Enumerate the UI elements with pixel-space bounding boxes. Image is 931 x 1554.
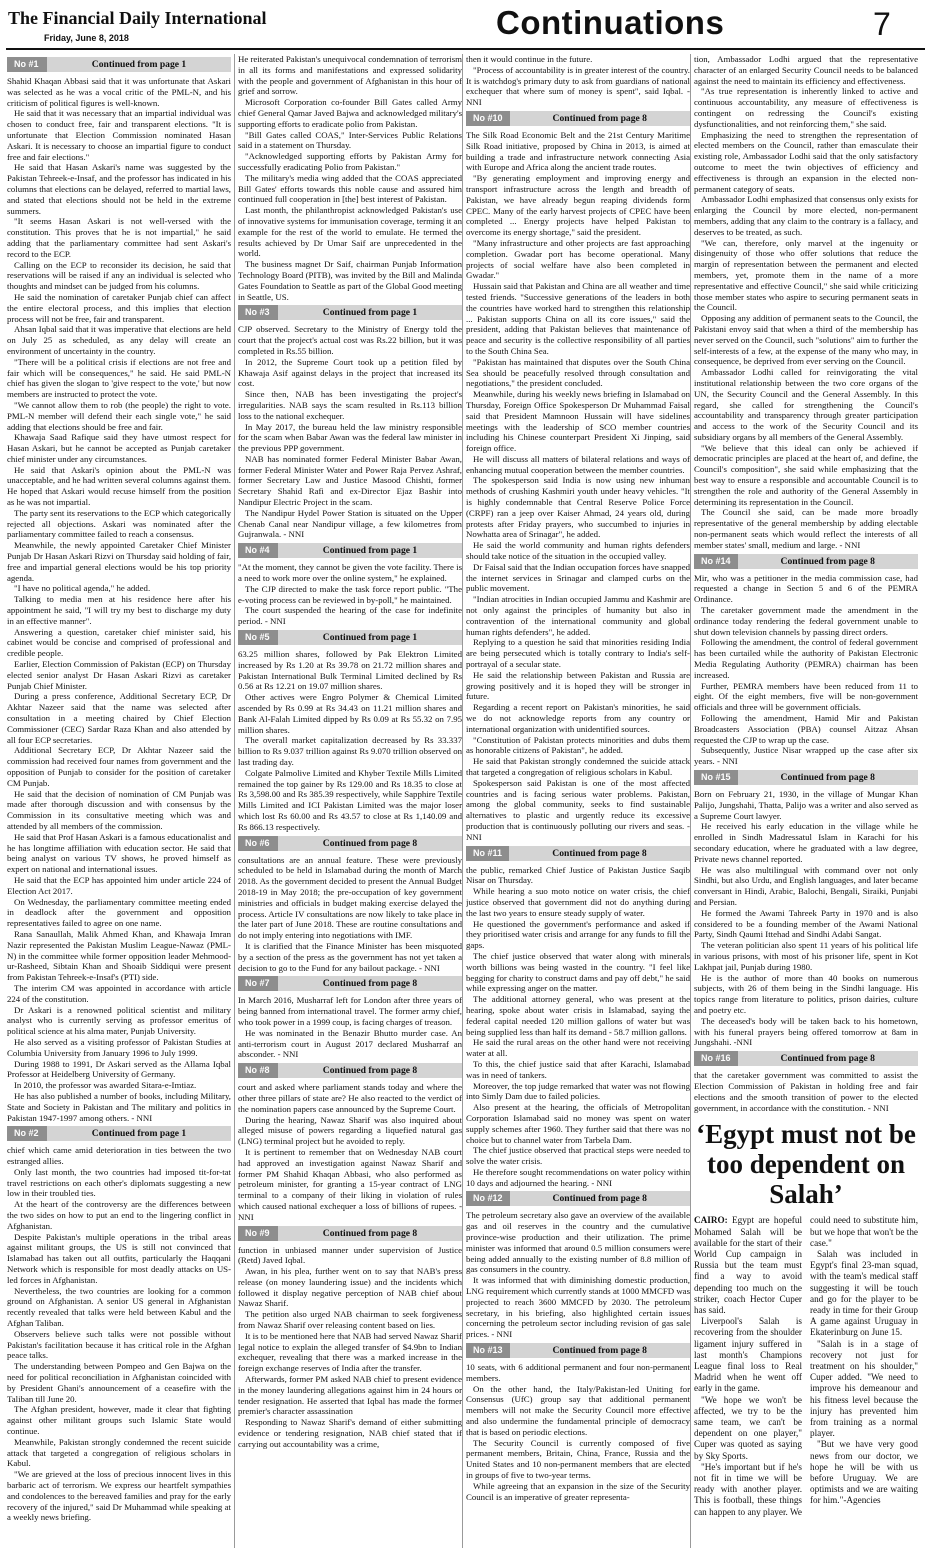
column-divider: [462, 54, 463, 1548]
continuation-story: [466, 846, 690, 1189]
story-paragraph: Other actives were Engro Polymer & Chemical Limited ascended by Rs 0.99 at Rs 34.43 on 11.21 million shares and Bank Al-Falah Limited dipped by Rs 0.09 at Rs 55.32 on 7.95 million shares.: [238, 692, 462, 735]
story-header: [238, 1063, 462, 1078]
story-paragraph: Replying to a question he said that minorities residing India are being persecuted which is totally contrary to India's self-portrayal of a secular state.: [466, 637, 690, 670]
story-paragraph: Further, PEMRA members have been reduced from 11 to eight. Of the eight members, five will be non-government officials and three will be government officials.: [694, 680, 918, 713]
continuation-story: [694, 770, 918, 1048]
story-paragraph: The petroleum secretary also gave an overview of the available gas and oil reserves in the country and the cumulative province-wise production and their utilization. The prime minister was informed that around 0.5 million consumers were being added annually to the existing number of 8.8 million of gas consumers in the country.: [466, 1210, 690, 1275]
story-paragraph: Answering a question, caretaker chief minister said, his cabinet would be concise and comprised of professional and credible people.: [7, 626, 231, 659]
story-paragraph: Talking to media men at his residence here after his appointment he said, "I will try my best to discharge my duty in an effective manner".: [7, 594, 231, 626]
column-2: [238, 54, 462, 1548]
story-paragraph: Spokesperson said Pakistan is one of the most affected countries and is facing serious water problems. Pakistan, among the global community, seeks to find sustainable alternatives to plastic and urgently reduce its excessive production that is continuously polluting our rivers and seas. - NNI: [466, 777, 690, 842]
story-paragraph: "We can, therefore, only marvel at the ingenuity or disingenuity of those who offer solutions that reduce the margin of representation between the permanent and elected members, yet, promote them in the name of a more representative and effective Council," she said while criticizing those member states who aspire to securing permanent seats in the Council.: [694, 237, 918, 313]
story-paragraph: It is to be mentioned here that NAB had served Nawaz Sharif legal notice to explain the alleged transfer of $4.9bn to Indian exchequer, revealing that there was a marked increase in the foreign exchange reserves of India after the transfer.: [238, 1330, 462, 1374]
story-paragraph: "As true representation is inherently linked to active and continuous accountability, any measure of effectiveness is contingent on redressing the Council's existing dysfunctionalities, and not reinforcing them," she said.: [694, 86, 918, 129]
story-paragraph: Shahid Khaqan Abbasi said that it was unfortunate that Askari was selected as he was a vocal critic of the PML-N, and his criticism of political figures is well-known.: [7, 76, 231, 108]
continued-from-label: Continued from page 8: [278, 1226, 462, 1241]
story-paragraph: In 2012, the Supreme Court took up a petition filed by Khawaja Asif against delays in the project that increased its cost.: [238, 356, 462, 389]
story-header: [694, 1051, 918, 1066]
story-paragraph: Calling on the ECP to reconsider its decision, he said that reservations will be raised if any an individual is selected who thoughts and mindset can be judged from his columns.: [7, 259, 231, 292]
continued-from-label: Continued from page 8: [509, 846, 690, 861]
column-3: [466, 54, 690, 1548]
story-paragraph: Meanwhile, the newly appointed Caretaker Chief Minister Punjab Dr Hasan Askari Rizvi on Thursday said holding of fair, free and impartial general elections would be his top priority agenda.: [7, 540, 231, 583]
story-paragraph: Following the amendment, the control of federal government has been curtailed while the authority of Pakistan Electronic Media Regulating Authority (PEMRA) chairman has been increased.: [694, 637, 918, 680]
story-paragraph: The Nandipur Hydel Power Station is situated on the Upper Chenab Canal near Nandipur village, a few kilometres from Gujranwala. - NNI: [238, 507, 462, 540]
story-paragraph: The party sent its reservations to the ECP which categorically rejected all objections. Askari was nominated after the parliamentary committee failed to reach a consensus.: [7, 507, 231, 540]
column-divider: [690, 54, 691, 1548]
story-paragraph: The Security Council is currently composed of five permanent members, Britain, China, France, Russia and the United States and 10 non-permanent members that are elected in groups of five to two-year terms.: [466, 1437, 690, 1481]
story-paragraph: On the other hand, the Italy/Pakistan-led Uniting for Consensus (UfC) group say that additional permanent members will not make the Security Council more effective and also undermine the fundamental principle of democracy that is based on periodic elections.: [466, 1383, 690, 1437]
continuation-story: [694, 1051, 918, 1113]
column-4: [694, 54, 918, 1548]
story-number-badge: No #6: [238, 836, 278, 851]
story-paragraph: Born on February 21, 1930, in the village of Mungar Khan Palijo, Jungshahi, Thatta, Palijo was a writer and also served as a Supreme Court lawyer.: [694, 789, 918, 821]
story-paragraph: "I have no political agenda," he added.: [14, 583, 151, 594]
story-paragraph: He therefore sought recommendations on water policy within 10 days and adjourned the hearing. - NNI: [466, 1166, 690, 1188]
story-header: [694, 770, 918, 785]
continued-from-label: Continued from page 8: [738, 554, 918, 569]
continuation-story: [238, 976, 462, 1060]
story-paragraph: The court suspended the hearing of the case for indefinite period. - NNI: [238, 605, 462, 627]
continuation-story: [466, 1191, 690, 1340]
story-paragraph: Awan, in his plea, further went on to say that NAB's press release (on money laundering issue) and the incidents which followed it display negative perception of NAB chief about Nawaz Sharif.: [238, 1266, 462, 1309]
story-number-badge: No #3: [238, 305, 278, 320]
masthead-rule: [6, 48, 925, 50]
story-paragraph: He said the relationship between Pakistan and Russia are growing positively and it is hoped they will be stronger in future.: [466, 669, 690, 702]
story-number-badge: No #13: [466, 1343, 510, 1358]
story-number-badge: No #15: [694, 770, 738, 785]
story-paragraph: then it would continue in the future.: [466, 54, 593, 64]
continued-from-label: Continued from page 1: [278, 543, 462, 558]
egypt-paragraph: Salah was included in Egypt's final 23-man squad, with the team's medical staff suggesting it will be touch and go for the player to be ready in time for their Group A game against Uruguay in Ekaterinburg on June 15.: [810, 1248, 918, 1338]
continued-from-label: Continued from page 8: [278, 976, 462, 991]
masthead: [0, 0, 931, 50]
egypt-paragraph: "He's important but if he's not fit in time we will be ready with another player. This is football, these things can happen to any player. We could need to substitute him, but we hope that won't be the case.": [694, 1215, 918, 1517]
story-paragraph: Despite Pakistan's multiple operations in the tribal areas against militant groups, the US is still not convinced that Islamabad has taken out all outfits, particularly the Haqqani Network which is responsible for most deadly attacks on US-led forces in Afghanistan.: [7, 1231, 231, 1285]
story-paragraph: Rana Sanaullah, Malik Ahmed Khan, and Khawaja Imran Nazir represented the Pakistan Muslim League-Nawaz (PML-N) in the committee while former opposition leader Mehmood-ur-Rasheed, Sibtain Khan and Shoaib Siddiqui were present from Pakistan Tehreek-e-Insaf's (PTI) side.: [7, 928, 231, 983]
story-paragraph: Khawaja Saad Rafique said they have utmost respect for Hasan Askari, but he cannot be accepted as Punjab caretaker chief minister under any circumstances.: [7, 432, 231, 464]
story-paragraph: The chief justice observed that water along with minerals worth billions was being wasted in the country. "I feel like begging for charity to construct dams and pay off debt," he said while expressing anger on the matter.: [466, 950, 690, 994]
story-number-badge: No #9: [238, 1226, 278, 1241]
story-number-badge: No #10: [466, 111, 510, 126]
continuation-story: [238, 543, 462, 627]
story-paragraph: He said that it was necessary that an impartial individual was chosen to conduct free, fair and transparent elections. "It is unfortunate that Election Commission nominated Hasan Askari. It is necessary to choose an impartial figure to conduct free and fair elections.": [7, 108, 231, 162]
continuation-story: [7, 57, 231, 1123]
story-paragraph: He said that the ECP has appointed him under article 224 of Election Act 2017.: [7, 874, 231, 896]
story-number-badge: No #14: [694, 554, 738, 569]
story-paragraph: Ambassador Lodhi emphasized that consensus only exists for enlarging the Council by more elected, non-permanent members, adding that any claim to the contrary is a fallacy, and deserves to be treated, as such.: [694, 194, 918, 237]
story-paragraph: He received his early education in the village while he enrolled in Sindh Madressatul Islam in Karachi for his secondary education, where he graduated with a law degree, Private news channel reported.: [694, 821, 918, 864]
continuation-story: [466, 1343, 690, 1502]
continuation-story: [238, 836, 462, 974]
story-paragraph: The interim CM was appointed in accordance with article 224 of the constitution.: [7, 982, 231, 1004]
story-paragraph: At the heart of the controversy are the differences between the two sides on how to put an end to the lingering conflict in Afghanistan.: [7, 1199, 231, 1231]
story-paragraph: In 2010, the professor was awarded Sitara-e-Imtiaz.: [14, 1080, 197, 1091]
story-paragraph: He was nominated in the Benazir Bhutto murder case. An anti-terrorism court in August 2017 declared Musharraf an absconder. - NNI: [238, 1027, 462, 1060]
story-paragraph: The Afghan president, however, made it clear that fighting against other militant groups such Islamic State would continue.: [7, 1404, 231, 1437]
story-paragraph: While hearing a suo moto notice on water crisis, the chief justice observed that government did not do anything during the last two years to ensure steady supply of water.: [466, 886, 690, 918]
story-paragraph: Additional Secretary ECP, Dr Akhtar Nazeer said the commission had received four names from government and the opposition of Punjab to consider for the position of caretaker CM Punjab.: [7, 745, 231, 788]
story-paragraph: 10 seats, with 6 additional permanent and four non-permanent members.: [466, 1362, 690, 1383]
story-paragraph: tion, Ambassador Lodhi argued that the representative character of an enlarged Security Council needs to be balanced against the need to maintain its efficiency and effectiveness.: [694, 54, 918, 86]
continuation-story: [466, 111, 690, 843]
story-paragraph: He said the world community and human rights defenders should take notice of the situation in the occupied valley.: [466, 540, 690, 562]
story-paragraph: "We cannot allow them to rob (the people) the right to vote. PML-N member will defend their each single vote," he said adding that elections should be free and fair.: [7, 399, 231, 432]
story-paragraph: Colgate Palmolive Limited and Khyber Textile Mills Limited remained the top gainer by Rs 129.00 and Rs 18.35 to close at Rs 3,598.00 and Rs 385.39 respectively, while Sapphire Textile Mills Limited and ICI Pakistan Limited was the major loser which lost Rs 60.00 and Rs 43.57 to close at Rs 1,140.09 and Rs 866.13 respectively.: [238, 767, 462, 832]
story-number-badge: No #1: [7, 57, 47, 72]
story-paragraph: He said that Hasan Askari's name was suggested by the Pakistan Tehreek-e-Insaf, and the professor has indicated in his columns that elections can be delayed, referred to martial laws, and stated that elections should not be held in the extreme summers.: [7, 162, 231, 216]
page-number: 7: [873, 6, 891, 42]
egypt-paragraph: [694, 1215, 802, 1316]
story-paragraph: "By generating employment and improving energy and transport infrastructure across the length and breadth of Pakistan, we have already begun reaping dividends form CPEC. Many of the early harvest projects of CPEC have been completed ... Energy projects have helped Pakistan to overcome its energy shortage," said the president.: [466, 173, 690, 238]
story-paragraph: The understanding between Pompeo and Gen Bajwa on the need for political reconciliation in Afghanistan coincided with by President Ghani's announcement of a ceasefire with the Taliban till June 20.: [7, 1361, 231, 1404]
story-paragraph: Also present at the hearing, the officials of Metropolitan Corporation Islamabad said no money was spent on water supply schemes after 1960. They further said that there was no choice but to channel water from Tarbela Dam.: [466, 1102, 690, 1145]
story-paragraph: He said that Pakistan strongly condemned the suicide attack that targeted a congregation of religious scholars in Kabul.: [466, 756, 690, 777]
story-paragraph: He has also published a number of books, including Military, State and Society in Pakistan and The military and politics in Pakistan 1947-1997 among others. - NNI: [7, 1090, 231, 1123]
story-header: [466, 846, 690, 861]
egypt-paragraph-text: Egypt are hopeful Mohamed Salah will be available for the start of their World Cup campaign in Russia but the team must find a way to avoid depending too much on the striker, coach Hector Cuper has said.: [694, 1215, 802, 1315]
story-paragraph: The military's media wing added that the COAS appreciated Bill Gates' efforts towards this noble cause and assured him continued full cooperation in [the] best interest of Pakistan.: [238, 172, 462, 205]
story-paragraph: The Council she said, can be made more broadly representative of the general membership by adding electable non-permanent seats which would reflect the interests of all member states' small, medium and large. - NNI: [694, 507, 918, 550]
story-paragraph: He is the author of more than 40 books on numerous subjects, with 26 of them being in the Sindhi language. His topics range from literature to politics, prison dairies, culture and poetry etc.: [694, 972, 918, 1015]
continued-from-label: Continued from page 8: [278, 1063, 462, 1078]
story-paragraph: He reiterated Pakistan's unequivocal condemnation of terrorism in all its forms and manifestations and expressed solidarity with the people and government of Afghanistan in this hour of grief and sorrow.: [238, 54, 462, 97]
continued-from-label: Continued from page 8: [510, 111, 690, 126]
story-paragraph: Nevertheless, the two countries are looking for a common ground on Afghanistan. A senior US general in Afghanistan recently revealed that talks were held between Kabul and the Afghan Taliban.: [7, 1285, 231, 1329]
story-paragraph: The deceased's body will be taken back to his hometown, with his funeral prayers being offered tomorrow at 8am in Jungshahi. -NNI: [694, 1015, 918, 1048]
story-paragraph: consultations are an annual feature. These were previously scheduled to be held in Islamabad during the month of March 2018. As the government decided to present the Annual Budget 2018-19 in May 2018; the pre-occupation of key government ministries and officials in budget making exercise delayed the process. Article IV consultations are now likely to take place in the later part of June 2018. These are routine consultations and do not imply entering into negotiations with IMF.: [238, 854, 462, 941]
story-paragraph: "It seems Hasan Askari is not well-versed with the constitution. This proves that he is not impartial," he said adding that the parliamentary committee had sent Askari's record to the ECP.: [7, 216, 231, 259]
story-paragraph: The additional attorney general, who was present at the hearing, spoke about water crisis in Islamabad, saying the federal capital needed 120 million gallons of water but was being supplied less than half its demand - 58.7 million gallons.: [466, 994, 690, 1037]
dateline: CAIRO:: [694, 1215, 728, 1226]
continued-from-label: Continued from page 8: [738, 1051, 918, 1066]
continuation-story: [694, 54, 918, 551]
story-paragraph: Hussain said that Pakistan and China are all weather and time tested friends. "Successive generations of the leaders in both the countries have worked hard to strengthen this relationship ... Pakistan supports China on all its core issues," said the president, adding that Pakistan believes that maintenance of peace and security is the collective responsibility of all parties to the South China Sea.: [466, 281, 690, 356]
story-paragraph: 63.25 million shares, followed by Pak Elektron Limited increased by Rs 1.20 at Rs 39.78 on 21.72 million shares and Pakistan International Bulk Terminal Limited declined by Rs 0.56 at Rs 12.21 on 19.07 million shares.: [238, 649, 462, 692]
story-paragraph: The overall market capitalization decreased by Rs 33.337 billion to Rs 9.037 trillion against Rs 9.070 trillion observed on last trading day.: [238, 735, 462, 768]
continuation-story: [238, 630, 462, 833]
story-paragraph: He also served as a visiting professor of Pakistan Studies at Columbia University from January 1996 to July 1999.: [7, 1036, 231, 1058]
story-paragraph: It is clarified that the Finance Minister has been misquoted by a section of the press as the government has not yet taken a decision to go to the Fund for any bailout package. - NNI: [238, 940, 462, 973]
story-paragraph: "We believe that this ideal can only be achieved if democratic principles are placed at the heart of, and define, the Council's composition", she said while emphasizing that the best way to ensure a responsible and accountable Council is to strengthen the role and authority of the General Assembly in determining its representation in the Council.: [694, 442, 918, 507]
story-paragraph: "At the moment, they cannot be given the vote facility. There is a need to work more over the online system," he explained.: [238, 562, 462, 584]
story-paragraph: The spokesperson said India is now using new inhuman methods of crushing Kashmiri youth under heavy vehicles. "It is highly condemnable that Central Reserve Police Force (CRPF) ran a jeep over Kaiser Ahmad, 24 years old, during protests after Friday prayers, who succumbed to injuries in Nowhatta area of Srinagar", he added.: [466, 475, 690, 540]
story-header: [694, 554, 918, 569]
story-number-badge: No #7: [238, 976, 278, 991]
continued-from-label: Continued from page 8: [738, 770, 918, 785]
story-paragraph: "Bill Gates called COAS," Inter-Services Public Relations said in a statement on Thursday.: [238, 129, 462, 151]
story-paragraph: Microsoft Corporation co-founder Bill Gates called Army chief General Qamar Javed Bajwa and acknowledged military's supporting efforts to eradicate polio from Pakistan.: [238, 97, 462, 129]
issue-date: Friday, June 8, 2018: [44, 33, 129, 43]
continued-from-label: Continued from page 1: [278, 630, 462, 645]
continuation-story: [466, 54, 690, 108]
story-header: [238, 836, 462, 851]
continued-from-label: Continued from page 8: [278, 836, 462, 851]
continuation-story: [694, 554, 918, 767]
story-paragraph: that the caretaker government was committed to assist the Election Commission of Pakistan in holding free and fair elections and the smooth transition of power to the elected government, in accordance with the constitution. - NNI: [694, 1070, 918, 1113]
story-paragraph: The Silk Road Economic Belt and the 21st Century Maritime Silk Road initiative, proposed by China in 2013, is aimed at building a trade and infrastructure network connecting Asia with Europe and Africa along the ancient trade routes.: [466, 129, 690, 173]
story-paragraph: court and asked where parliament stands today and where the other three pillars of state are? He also reacted to the verdict of the nomination papers case announced by the Supreme Court.: [238, 1082, 462, 1114]
egypt-story-slot: [694, 1119, 918, 1517]
egypt-paragraph: "Salah is in a stage of recovery not just for treatment on his shoulder," Cuper added. "We need to improve his demeanour and his fitness level because the injury has prevented him from training as a normal player.: [810, 1338, 918, 1439]
story-header: [238, 976, 462, 991]
story-paragraph: He questioned the government's performance and asked if they prioritised water crisis and arrange for any funds to fill the gaps.: [466, 918, 690, 951]
continued-from-label: Continued from page 1: [47, 57, 231, 72]
story-paragraph: Earlier, Election Commission of Pakistan (ECP) on Thursday elected senior analyst Dr Hasan Askari Rizvi as caretaker Punjab Chief Minister.: [7, 659, 231, 691]
story-paragraph: Emphasizing the need to strengthen the representation of elected members on the Council, rather than emasculate their existing role, Ambassador Lodhi said that the only satisfactory outcome to meet the twin objectives of efficiency and effectiveness is through an expansion in the elected non-permanent category of seats.: [694, 129, 918, 194]
continuation-story: [238, 305, 462, 540]
story-header: [7, 57, 231, 72]
continued-from-label: Continued from page 8: [510, 1343, 690, 1358]
story-header: [7, 1126, 231, 1141]
continuation-story: [238, 54, 462, 302]
story-header: [238, 543, 462, 558]
story-header: [238, 630, 462, 645]
story-paragraph: The veteran politician also spent 11 years of his political life in various prisons, with most of his prisoner life, spent in Kot Lakhpat jail, Punjab during 1980.: [694, 940, 918, 972]
story-paragraph: He said the nomination of caretaker Punjab chief can affect the entire electoral process, and this implies that election process will not be free, fair and transparent.: [7, 291, 231, 324]
story-paragraph: Meanwhile, during his weekly news briefing in Islamabad on Thursday, Foreign Office Spokesperson Dr Muhammad Faisal said that President Mamnoon Hussain will have sidelines meetings with the leadership of SCO member countries including his Chinese counterpart President Xi Jinping, said foreign office.: [466, 389, 690, 454]
continued-from-label: Continued from page 8: [510, 1191, 690, 1206]
story-number-badge: No #8: [238, 1063, 278, 1078]
story-paragraph: Ambassador Lodhi called for reinvigorating the vital institutional relationship between the two core organs of the UN, the Security Council and the General Assembly. In this regard, she called for strengthening the Council's accountability and transparency through greater participation and access to the work of the Security Council and its subsidiary organs by all members of the General Assembly.: [694, 367, 918, 442]
egypt-paragraph: "But we have very good news from our doctor, we hope he will be with us before Uruguay. We are optimists and we are waiting for him."-Agencies: [810, 1439, 918, 1506]
story-header: [466, 1343, 690, 1358]
story-paragraph: Subsequently, Justice Nisar wrapped up the case after six years. - NNI: [694, 745, 918, 767]
story-paragraph: Opposing any addition of permanent seats to the Council, the Pakistani envoy said that when a third of the membership has never served on the Council, such "solutions" aim to further the self-interests of a few, at the expense of the many who may, in consequence, be deprived from ever serving on the Council.: [694, 313, 918, 367]
story-paragraph: function in unbiased manner under supervision of Justice (Retd) Javed Iqbal.: [238, 1244, 462, 1266]
story-paragraph: chief which came amid deterioration in ties between the two estranged allies.: [7, 1145, 231, 1167]
section-title: Continuations: [496, 4, 725, 41]
story-paragraph: It is pertinent to remember that on Wednesday NAB court had approved an investigation against Nawaz Sharif and former PM Shahid Khaqan Abbasi, who also performed as petroleum minister, for granting a 15-year contract of LNG terminal to a company of their liking in violation of rules which caused national exchequer a loss of billions of rupees. - NNI: [238, 1146, 462, 1222]
story-paragraph: Ahsan Iqbal said that it was imperative that elections are held on July 25 as scheduled, as any delay will create an environment of uncertainty in the country.: [7, 324, 231, 356]
continuation-story: [7, 1126, 231, 1523]
story-paragraph: He said that the decision of nomination of CM Punjab was made after thorough discussion and with consensus by the Commission in its consultative meeting which was and attended by all members of the commission.: [7, 788, 231, 831]
story-paragraph: "Process of accountability is in greater interest of the country. It is watchdog's primary duty to ask from guardians of national exchequer that where sum of money is spent", said Iqbal. - NNI: [466, 64, 690, 108]
story-paragraph: He said the rural areas on the other hand were not receiving water at all.: [466, 1037, 690, 1059]
story-paragraph: CJP observed. Secretary to the Ministry of Energy told the court that the project's actual cost was Rs.22 billion, but it was completed in Rs.55 billion.: [238, 324, 462, 356]
story-paragraph: Mir, who was a petitioner in the media commission case, had requested a change in Section 5 and 6 of the PEMRA Ordinance.: [694, 572, 918, 605]
egypt-paragraph: "We hope we won't be affected, we try to be the same team, we can't be dependent on one player," Cuper was quoted as saying by Sky Sports.: [694, 1394, 802, 1461]
continued-from-label: Continued from page 1: [47, 1126, 231, 1141]
story-number-badge: No #4: [238, 543, 278, 558]
egypt-paragraph: Liverpool's Salah is recovering from the shoulder ligament injury suffered in last month's Champions League final loss to Real Madrid when he went off early in the game.: [694, 1316, 802, 1394]
story-paragraph: Moreover, the top judge remarked that water was not flowing into Simly Dam due to failed policies.: [466, 1080, 690, 1102]
story-paragraph: The chief justice observed that practical steps were needed to solve the water crisis.: [466, 1145, 690, 1167]
newspaper-name: The Financial Daily International: [8, 8, 267, 28]
continued-from-label: Continued from page 1: [278, 305, 462, 320]
continuation-story: [238, 1226, 462, 1450]
story-paragraph: Regarding a recent report on Pakistan's minorities, he said we do not acknowledge reports from any country or international organization with unidentified sources.: [466, 702, 690, 734]
story-paragraph: He will discuss all matters of bilateral relations and ways of enhancing mutual cooperation between the member countries.: [466, 453, 690, 475]
story-paragraph: During a press conference, Additional Secretary ECP, Dr Akhtar Nazeer said that the name was selected after consultation in a meeting chaired by Chief Election Commissioner (CEC) Sardar Raza Khan and also attended by all four ECP secretaries.: [7, 691, 231, 745]
story-paragraph: "Pakistan has maintained that disputes over the South China Sea should be peacefully resolved through consultation and negotiations," the president concluded.: [466, 356, 690, 389]
story-paragraph: Following the amendment, Hamid Mir and Pakistan Broadcasters Association (PBA) counsel Aitzaz Ahsan requested the CJP to wrap up the case.: [694, 713, 918, 745]
story-paragraph: He said that Askari's opinion about the PML-N was unacceptable, and he had written several columns against them. He hoped that Askari would recuse himself from the position as he was not impartial.: [7, 464, 231, 508]
story-paragraph: Afterwards, former PM asked NAB chief to present evidence in the money laundering allegations against him in 24 hours or tender resignation. He asserted that Iqbal has made the former premier's character assassination: [238, 1374, 462, 1417]
continuation-story: [238, 1063, 462, 1222]
story-paragraph: NAB has nominated former Federal Minister Babar Awan, former Federal Minister Water and Power Raja Pervez Ashraf, former Secretary Law and Justice Masood Chishti, former Secretary Shahid Rafi and ex-Director Ejaz Bashir into Nandipur Electric Project in the scam.: [238, 453, 462, 508]
story-paragraph: The petition also urged NAB chairman to seek forgiveness from Nawaz Sharif over releasing content based on lies.: [238, 1309, 462, 1331]
story-paragraph: Dr Askari is a renowned political scientist and military analyst who is currently serving as professor emeritus of political science at his alma mater, Punjab University.: [7, 1004, 231, 1037]
story-paragraph: He said that Prof Hasan Askari is a famous educationalist and he has longtime affiliation with education sector. He said that being analyst on various TV shows, he proved himself as expert on national and international issues.: [7, 831, 231, 875]
story-header: [466, 1191, 690, 1206]
story-number-badge: No #5: [238, 630, 278, 645]
story-header: [238, 1226, 462, 1241]
story-paragraph: "Many infrastructure and other projects are fast approaching completion. Gwadar port has become operational. Many projects of social welfare have also been completed in Gwadar.": [466, 237, 690, 281]
story-paragraph: Only last month, the two countries had imposed tit-for-tat travel restrictions on each other's diplomats suggesting a new low in their troubled ties.: [7, 1166, 231, 1199]
story-header: [238, 305, 462, 320]
story-paragraph: Dr Faisal said that the Indian occupation forces have snapped the internet services in Srinagar and clamped curbs on the public movement.: [466, 561, 690, 594]
story-paragraph: During the hearing, Nawaz Sharif was also inquired about alleged misuse of powers regarding a liquefied natural gas (LNG) terminal project but he avoided to reply.: [238, 1114, 462, 1147]
story-paragraph: While agreeing that an expansion in the size of the Security Council is an imperative of greater representa-: [466, 1480, 690, 1502]
story-number-badge: No #16: [694, 1051, 738, 1066]
story-paragraph: He was also multilingual with command over not only Sindhi, but also Urdu, and English languages, and later became conversant in Hindi, Arabic, Balochi, Bengali, Siraiki, Punjabi and Persian.: [694, 864, 918, 907]
story-paragraph: On Wednesday, the parliamentary committee meeting ended in deadlock after the government and opposition representatives failed to agree on one name.: [7, 896, 231, 929]
egypt-story-body: [694, 1215, 918, 1517]
column-1: [7, 54, 231, 1548]
story-paragraph: In March 2016, Musharraf left for London after three years of being banned from international travel. The former army chief, who took power in a 1999 coup, is facing charges of treason.: [238, 995, 462, 1027]
story-paragraph: Observers believe such talks were not possible without Pakistan's facilitation because it has critical role in the Afghan peace talks.: [7, 1328, 231, 1361]
story-paragraph: Responding to Nawaz Sharif's demand of either submitting evidence or tendering resignation, NAB chief stated that if carrying out accountability was a crime,: [238, 1417, 462, 1449]
story-paragraph: "Constitution of Pakistan protects minorities and dubs them as honorable citizens of Pakistan", he added.: [466, 734, 690, 756]
story-number-badge: No #12: [466, 1191, 510, 1206]
story-paragraph: During 1988 to 1991, Dr Askari served as the Allama Iqbal Professor at Heidelberg University of Germany.: [7, 1058, 231, 1080]
story-paragraph: "Indian atrocities in Indian occupied Jammu and Kashmir are not only against the principles of humanity but also in contravention of the international community and global human rights defenders", he added.: [466, 594, 690, 637]
egypt-headline: ‘Egypt must not be too dependent on Salah’: [696, 1119, 916, 1210]
story-paragraph: To this, the chief justice said that after Karachi, Islamabad was in need of tankers.: [466, 1058, 690, 1080]
story-paragraph: The caretaker government made the amendment in the ordinance today rendering the federal government unable to shut down television channels by passing direct orders.: [694, 605, 918, 637]
story-paragraph: the public, remarked Chief Justice of Pakistan Justice Saqib Nisar on Thursday.: [466, 864, 690, 886]
column-divider: [234, 54, 235, 1548]
story-paragraph: "There will be a political crisis if elections are not free and fair which will be consequences," he said. He said PML-N chief has given the slogan to 'give respect to the vote,' but now members are instructed to protect the vote.: [7, 356, 231, 400]
story-paragraph: In May 2017, the bureau held the law ministry responsible for the scam when Babar Awan was the federal law minister in the previous PPP government.: [238, 421, 462, 454]
story-paragraph: Since then, NAB has been investigating the project's irregularities. NAB says the scam resulted in Rs.113 billion loss to the national exchequer.: [238, 389, 462, 421]
story-paragraph: Last month, the philanthropist acknowledged Pakistan's use of innovative systems for immunisation coverage, terming it an example for the rest of the world to emulate. He termed the results achieved by Dr Umar Saif are unprecedented in the world.: [238, 205, 462, 259]
story-paragraph: The CJP directed to make the task force report public. "The e-voting process can be reviewed in by-poll," he maintained.: [238, 583, 462, 605]
story-paragraph: "We are grieved at the loss of precious innocent lives in this barbaric act of terrorism. We express our heartfelt sympathies and condolences to the bereaved families and pray for the early recovery of the injured," said Dr Muhammad while speaking at a weekly news briefing.: [7, 1469, 231, 1523]
story-paragraph: Meanwhile, Pakistan strongly condemned the recent suicide attack that targeted a congregation of religious scholars in Kabul.: [7, 1436, 231, 1469]
story-paragraph: "Acknowledged supporting efforts by Pakistan Army for successfully eradicating Polio from Pakistan.": [238, 151, 462, 172]
story-paragraph: He formed the Awami Tahreek Party in 1970 and is also considered to be a founding member of the Awami National Party, Sindh Qaumi Ittehad and Sindhi Adabi Sangat.: [694, 907, 918, 940]
story-paragraph: It was informed that with diminishing domestic production, LNG requirement which currently stands at 1000 MMCFD was projected to reach 3600 MMCFD by 2030. The petroleum secretary, in his briefing, also highlighted certain issues concerning the petroleum sector including revision of gas sale prices. - NNI: [466, 1275, 690, 1340]
story-paragraph: The business magnet Dr Saif, chairman Punjab Information Technology Board (PITB), was invited by the Bill and Malinda Gates Foundation to Seattle as part of the Global Good meeting in Seattle, US.: [238, 259, 462, 302]
story-number-badge: No #11: [466, 846, 509, 861]
story-number-badge: No #2: [7, 1126, 47, 1141]
story-header: [466, 111, 690, 126]
